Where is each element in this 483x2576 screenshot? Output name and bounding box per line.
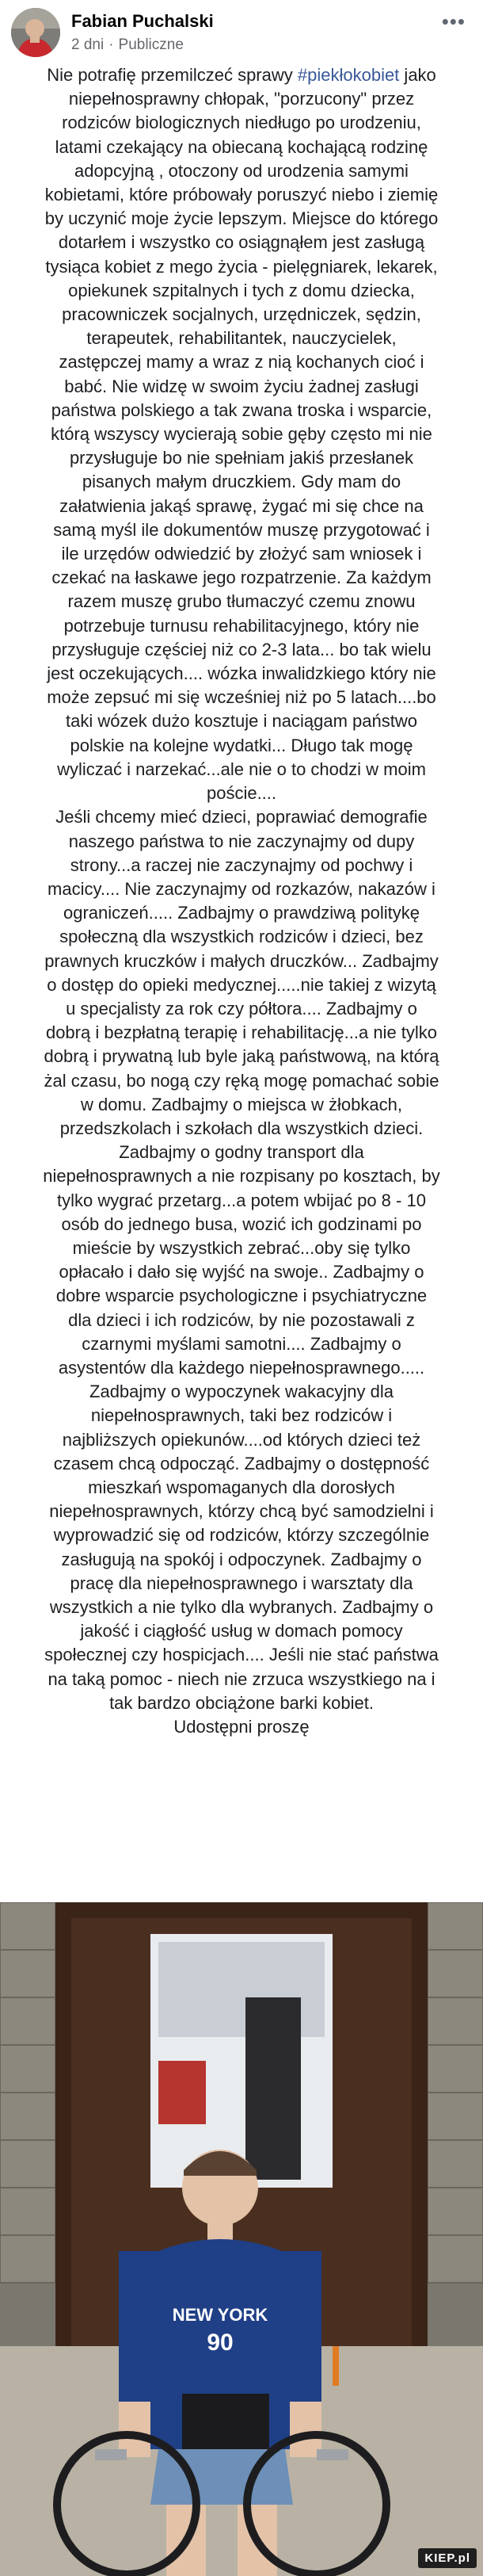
author-avatar[interactable] — [11, 8, 60, 57]
post-body — [11, 63, 472, 1739]
audience-label: Publiczne — [118, 36, 184, 53]
photo-image — [0, 1902, 483, 2576]
shirt-text: NEW YORK — [172, 2305, 268, 2325]
hashtag-link[interactable]: #piekłokobiet — [297, 65, 400, 85]
post-time[interactable]: 2 dni — [71, 36, 105, 53]
meta-separator: · — [108, 36, 114, 53]
avatar-image — [11, 8, 60, 57]
post-text-start: Nie potrafię przemilczeć sprawy — [47, 65, 298, 85]
post-header — [0, 0, 483, 62]
more-dots-icon[interactable]: ••• — [441, 10, 466, 33]
shirt-number: 90 — [207, 2329, 234, 2356]
watermark-badge: KIEP.pl — [418, 2548, 477, 2568]
post-photo[interactable] — [0, 1902, 483, 2576]
post-text-rest: jako niepełnosprawny chłopak, "porzucony" przez rodziców biologicznych niedługo po urodzeniu, latami czekający na obiecaną kochającą rodzinę adopcyjną , otoczony od urodzenia samymi kobietami, które próbowały poruszyć niebo i ziemię by uczynić moje życie lepszym. Miejsce do którego dotarłem i wszystko co osiągnąłem jest zasługą tysiąca kobiet z mego życia - pielęgniarek, lekarek, opiekunek szpitalnych i tych z domu dziecka, pracowniczek socjalnych, urzędniczek, sędzin, terapeutek, rehabilitantek, nauczycielek, zastępczej mamy a wraz z nią kochanych cioć i babć. Nie widzę w swoim życiu żadnej zasługi państwa polskiego a tak zwana troska i wsparcie, którą wszyscy wycierają sobie gęby często mi nie przysługuje bo nie spełniam jakiś przesłanek pisanych małym druczkiem. Gdy mam do załatwienia jakąś sprawę, żygać mi się chce na samą myśl ile dokumentów muszę przygotować i ile urzędów odwiedzić by złożyć sam wniosek i czekać na łaskawe jego rozpatrzenie. Za każdym razem muszę grubo tłumaczyć czemu znowu potrzebuje turnusu rehabilitacyjnego, który nie przysługuje częściej niż co 2-3 lata... bo tak wielu jest oczekujących.... wózka inwalidzkiego który nie może zepsuć mi się wcześniej niż po 5 latach....bo taki wózek dużo kosztuje i naciągam państwo polskie na kolejne wydatki... Długo tak mogę wyliczać i narzekać...ale nie o to chodzi w moim poście.... Jeśli chcemy mieć dzieci, poprawiać demografie naszego państwa to nie zaczynajmy od dupy strony...a raczej nie zaczynajmy od pochwy i macicy.... Nie zaczynajmy od rozkazów, nakazów i ograniczeń..... Zadbajmy o prawdziwą politykę społeczną dla wszystkich rodziców i dzieci, bez prawnych kruczków i małych druczków... Zadbajmy o dostęp do opieki medycznej.....nie takiej z wizytą u specjalisty za rok czy półtora.... Zadbajmy o dobrą i bezpłatną terapię i rehabilitację...a nie tylko dobrą i prywatną lub byle jaką państwową, na którą żal czasu, bo nogą czy ręką mogę pomachać sobie w domu. Zadbajmy o miejsca w żłobkach, przedszkolach i szkołach dla wszystkich dzieci. Zadbajmy o godny transport dla niepełnosprawnych a nie rozpisany po kosztach, by tylko wygrać przetarg...a potem wbijać po 8 - 10 osób do jednego busa, wozić ich godzinami po mieście by wszystkich zebrać...oby się tylko opłacało i dało się wyjść na swoje.. Zadbajmy o dobre wsparcie psychologiczne i psychiatryczne dla dzieci i ich rodziców, by nie pozostawali z czarnymi myślami samotni.... Zadbajmy o asystentów dla każdego niepełnosprawnego..... Zadbajmy o wypoczynek wakacyjny dla niepełnosprawnych, taki bez rodziców i najbliższych opiekunów....od których dzieci też czasem chcą odpocząć. Zadbajmy o dostępność mieszkań wspomaganych dla dorosłych niepełnosprawnych, którzy chcą być samodzielni i wyprowadzić się od rodziców, którzy szczególnie zasługują na spokój i odpoczynek. Zadbajmy o pracę dla niepełnosprawnego i warsztaty dla wszystkich a nie tylko dla wybranych. Zadbajmy o jakość i ciągłość usług w domach pomocy społecznej czy hospicjach.... Jeśli nie stać państwa na taką pomoc - niech nie zrzuca wszystkiego na i tak bardzo obciążone barki kobiet. Udostępni proszę — [43, 65, 440, 1737]
author-name[interactable]: Fabian Puchalski — [71, 11, 214, 31]
post-meta — [71, 36, 184, 54]
